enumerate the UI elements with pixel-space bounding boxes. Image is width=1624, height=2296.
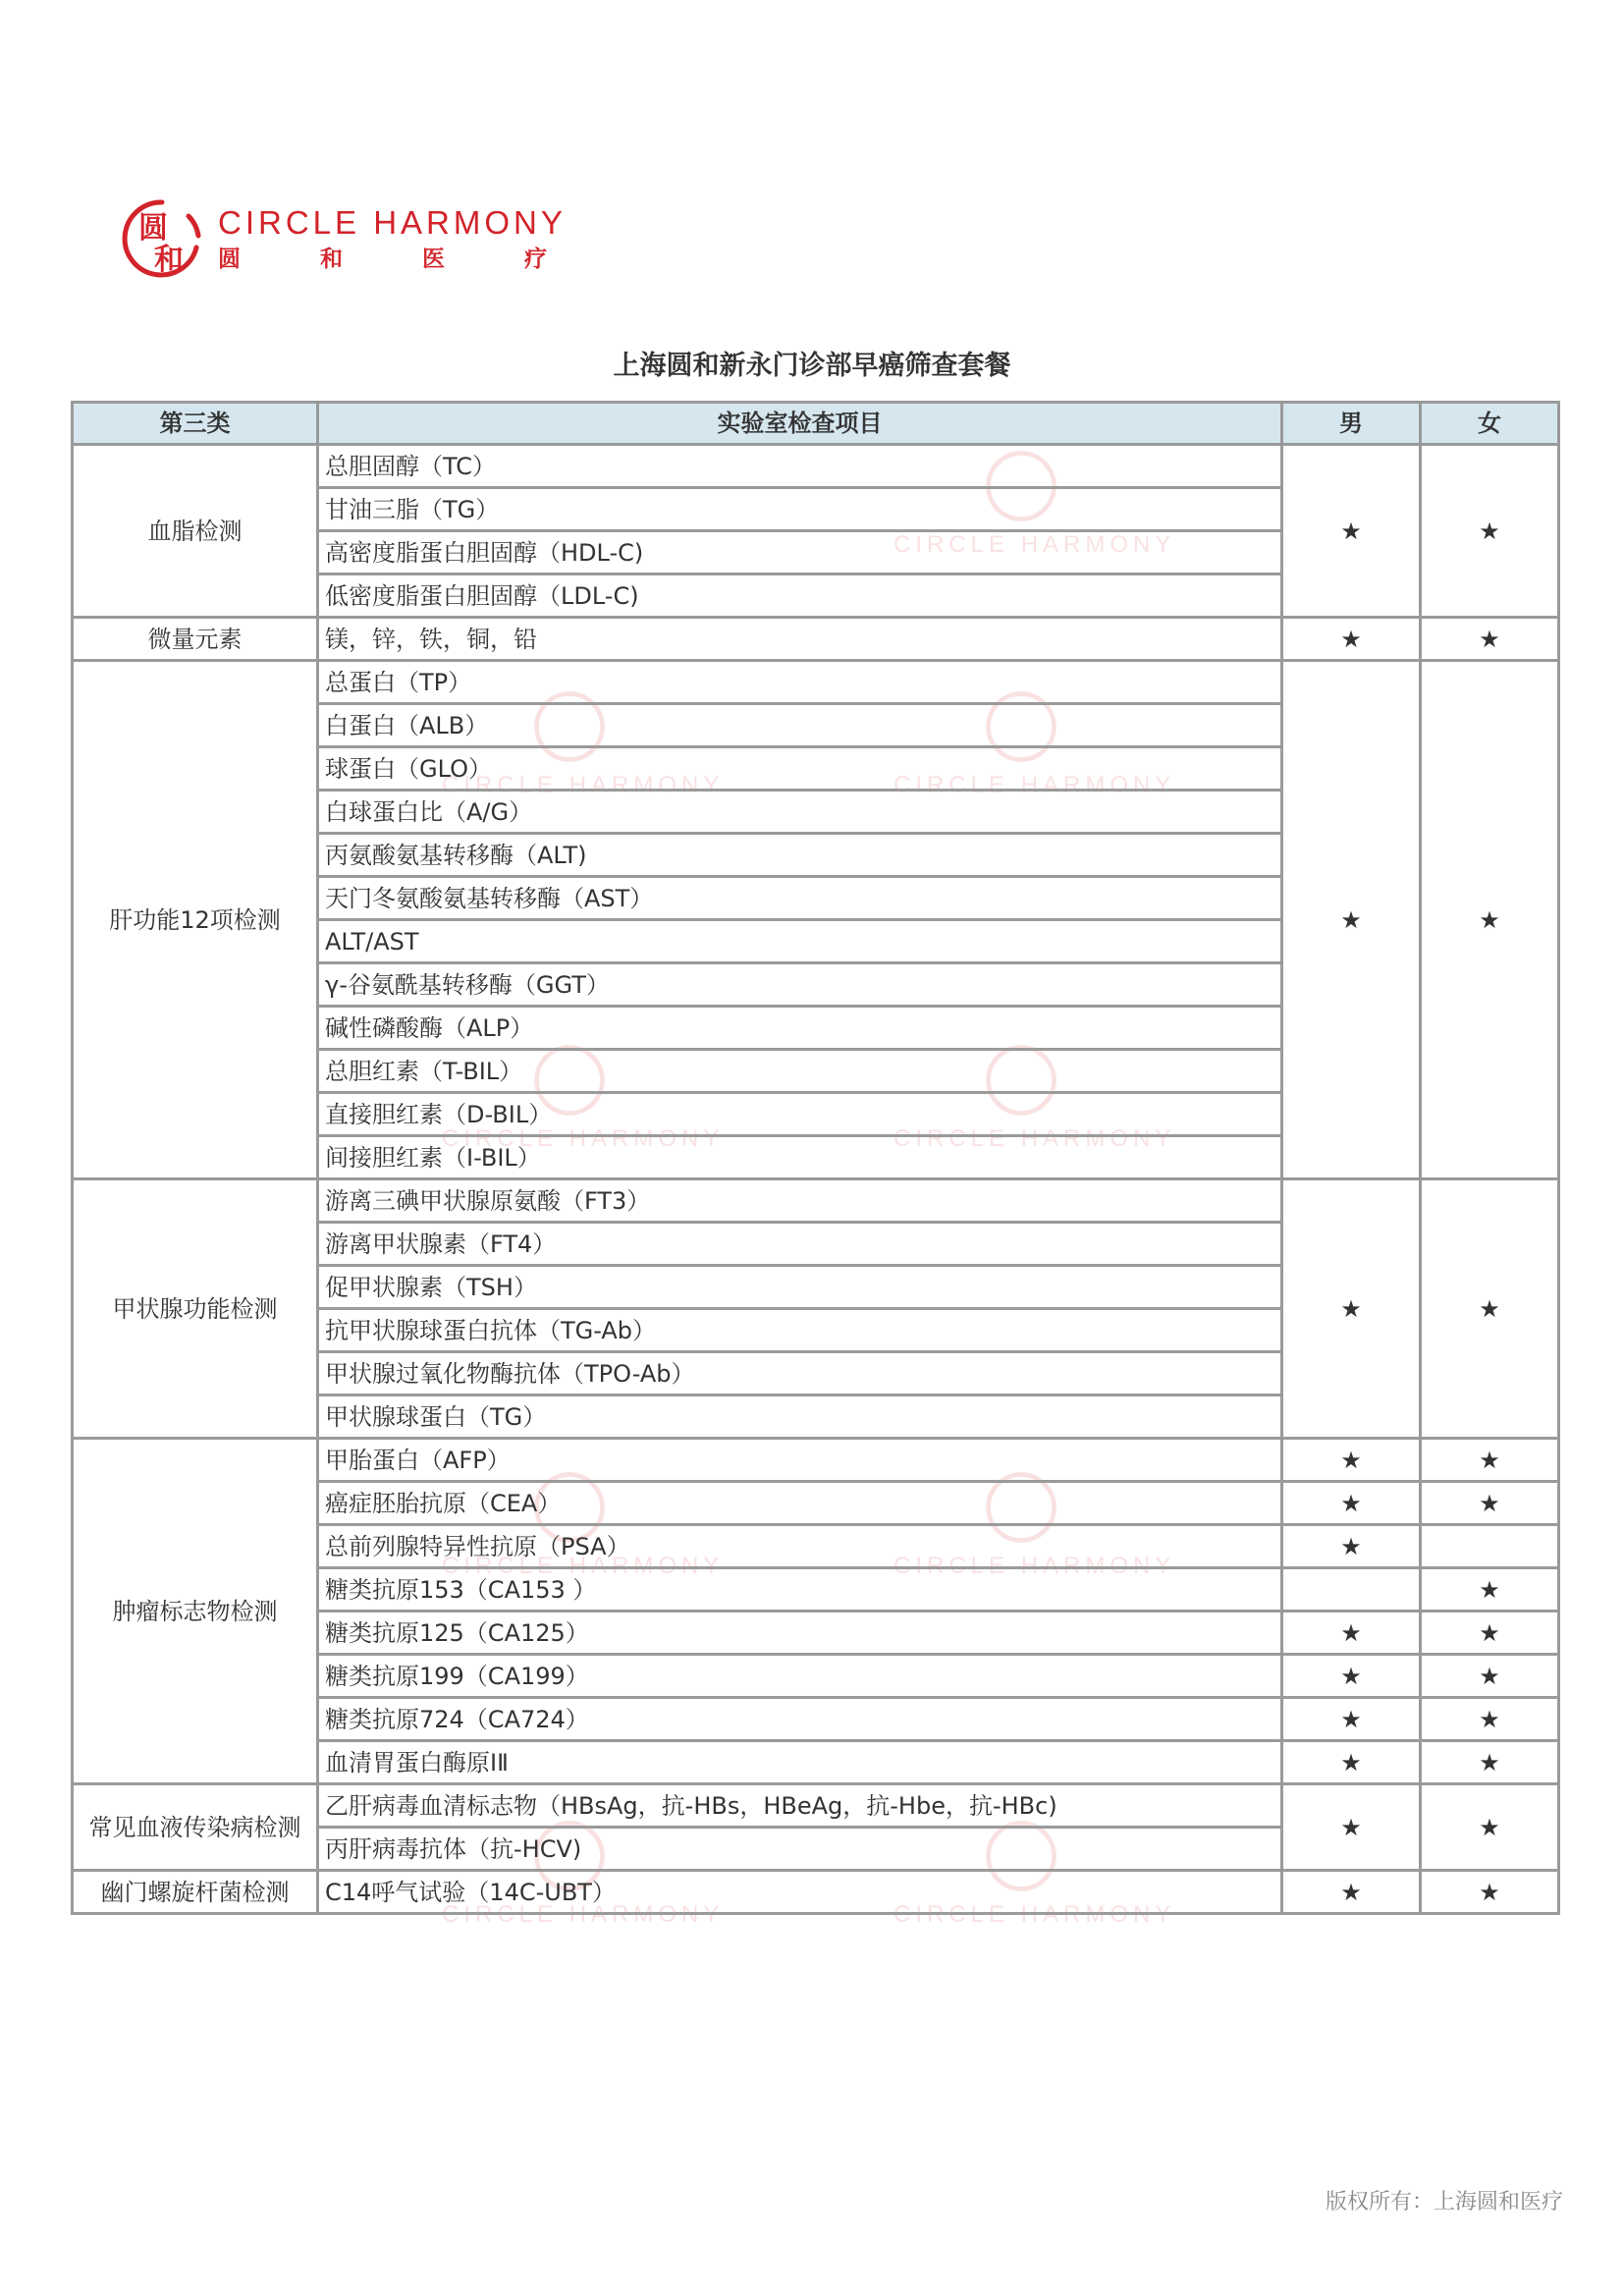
test-item-cell: 糖类抗原199（CA199）: [318, 1655, 1282, 1698]
male-mark-cell: ★: [1282, 1179, 1421, 1439]
test-item-cell: 甲胎蛋白（AFP）: [318, 1439, 1282, 1482]
watermark-logo: CIRCLE HARMONY: [893, 1817, 1149, 1929]
test-item-cell: ALT/AST: [318, 920, 1282, 963]
test-item-cell: 总前列腺特异性抗原（PSA）: [318, 1525, 1282, 1568]
test-item-cell: 碱性磷酸酶（ALP）: [318, 1007, 1282, 1050]
male-mark-cell: ★: [1282, 1871, 1421, 1914]
category-cell: 甲状腺功能检测: [73, 1179, 318, 1439]
watermark-logo: CIRCLE HARMONY: [893, 1468, 1149, 1580]
female-mark-cell: [1421, 1525, 1559, 1568]
copyright-notice: 版权所有：上海圆和医疗: [1325, 2190, 1563, 2214]
watermark-logo: CIRCLE HARMONY: [893, 447, 1149, 559]
female-mark-cell: ★: [1421, 445, 1559, 618]
test-item-cell: 直接胆红素（D-BIL）: [318, 1093, 1282, 1136]
female-mark-cell: ★: [1421, 1784, 1559, 1871]
screening-table: [71, 401, 1560, 1915]
category-cell: 微量元素: [73, 618, 318, 661]
category-cell: 幽门螺旋杆菌检测: [73, 1871, 318, 1914]
test-item-cell: 甲状腺球蛋白（TG）: [318, 1395, 1282, 1439]
test-item-cell: 丙氨酸氨基转移酶（ALT): [318, 834, 1282, 877]
male-mark-cell: ★: [1282, 618, 1421, 661]
test-item-cell: 间接胆红素（I-BIL）: [318, 1136, 1282, 1179]
header-item: 实验室检查项目: [318, 403, 1282, 445]
test-item-cell: 白球蛋白比（A/G）: [318, 791, 1282, 834]
category-cell: 肝功能12项检测: [73, 661, 318, 1179]
female-mark-cell: ★: [1421, 1655, 1559, 1698]
female-mark-cell: ★: [1421, 1612, 1559, 1655]
svg-text:圆: 圆: [138, 211, 168, 246]
female-mark-cell: ★: [1421, 1871, 1559, 1914]
watermark-logo: CIRCLE HARMONY: [442, 1041, 697, 1153]
test-item-cell: C14呼气试验（14C-UBT）: [318, 1871, 1282, 1914]
table-row: [73, 1784, 1559, 1828]
test-item-cell: 糖类抗原724（CA724）: [318, 1698, 1282, 1741]
table-row: [73, 1179, 1559, 1223]
test-item-cell: 低密度脂蛋白胆固醇（LDL-C): [318, 574, 1282, 618]
male-mark-cell: ★: [1282, 1698, 1421, 1741]
female-mark-cell: ★: [1421, 1741, 1559, 1784]
male-mark-cell: ★: [1282, 1439, 1421, 1482]
category-cell: 血脂检测: [73, 445, 318, 618]
test-item-cell: 游离三碘甲状腺原氨酸（FT3）: [318, 1179, 1282, 1223]
test-item-cell: 天门冬氨酸氨基转移酶（AST）: [318, 877, 1282, 920]
female-mark-cell: ★: [1421, 1568, 1559, 1612]
header-category: 第三类: [73, 403, 318, 445]
female-mark-cell: ★: [1421, 1179, 1559, 1439]
test-item-cell: 总胆固醇（TC）: [318, 445, 1282, 488]
test-item-cell: 丙肝病毒抗体（抗-HCV): [318, 1828, 1282, 1871]
test-item-cell: 球蛋白（GLO）: [318, 747, 1282, 791]
test-item-cell: 糖类抗原125（CA125）: [318, 1612, 1282, 1655]
male-mark-cell: ★: [1282, 661, 1421, 1179]
test-item-cell: 白蛋白（ALB）: [318, 704, 1282, 747]
test-item-cell: 抗甲状腺球蛋白抗体（TG-Ab）: [318, 1309, 1282, 1352]
brand-name-chinese: 圆 和 医 疗: [218, 246, 547, 272]
test-item-cell: 甘油三脂（TG）: [318, 488, 1282, 531]
table-row: [73, 618, 1559, 661]
watermark-logo: CIRCLE HARMONY: [442, 687, 697, 799]
brand-logo: [120, 196, 567, 281]
test-item-cell: 游离甲状腺素（FT4）: [318, 1223, 1282, 1266]
male-mark-cell: ★: [1282, 1482, 1421, 1525]
header-female: 女: [1421, 403, 1559, 445]
watermark-logo: CIRCLE HARMONY: [442, 1468, 697, 1580]
test-item-cell: 总蛋白（TP）: [318, 661, 1282, 704]
male-mark-cell: ★: [1282, 445, 1421, 618]
category-cell: 常见血液传染病检测: [73, 1784, 318, 1871]
female-mark-cell: ★: [1421, 618, 1559, 661]
male-mark-cell: ★: [1282, 1655, 1421, 1698]
table-header-row: [73, 403, 1559, 445]
circle-harmony-seal-icon: [120, 196, 204, 281]
test-item-cell: 血清胃蛋白酶原ⅠⅡ: [318, 1741, 1282, 1784]
test-item-cell: 镁，锌，铁，铜，铅: [318, 618, 1282, 661]
male-mark-cell: ★: [1282, 1525, 1421, 1568]
female-mark-cell: ★: [1421, 1439, 1559, 1482]
table-row: [73, 1439, 1559, 1482]
test-item-cell: 糖类抗原153（CA153 ）: [318, 1568, 1282, 1612]
svg-text:和: 和: [154, 243, 184, 277]
watermark-logo: CIRCLE HARMONY: [893, 687, 1149, 799]
test-item-cell: 高密度脂蛋白胆固醇（HDL-C): [318, 531, 1282, 574]
male-mark-cell: ★: [1282, 1784, 1421, 1871]
male-mark-cell: [1282, 1568, 1421, 1612]
female-mark-cell: ★: [1421, 1482, 1559, 1525]
watermark-logo: CIRCLE HARMONY: [893, 1041, 1149, 1153]
document-title: 上海圆和新永门诊部早癌筛查套餐: [613, 351, 1011, 381]
table-row: [73, 445, 1559, 488]
female-mark-cell: ★: [1421, 1698, 1559, 1741]
test-item-cell: γ-谷氨酰基转移酶（GGT）: [318, 963, 1282, 1007]
header-male: 男: [1282, 403, 1421, 445]
male-mark-cell: ★: [1282, 1741, 1421, 1784]
category-cell: 肿瘤标志物检测: [73, 1439, 318, 1784]
test-item-cell: 总胆红素（T-BIL）: [318, 1050, 1282, 1093]
test-item-cell: 乙肝病毒血清标志物（HBsAg，抗-HBs，HBeAg，抗-Hbe，抗-HBc): [318, 1784, 1282, 1828]
table-row: [73, 661, 1559, 704]
table-row: [73, 1871, 1559, 1914]
brand-name-english: CIRCLE HARMONY: [218, 204, 567, 241]
test-item-cell: 促甲状腺素（TSH）: [318, 1266, 1282, 1309]
test-item-cell: 癌症胚胎抗原（CEA）: [318, 1482, 1282, 1525]
watermark-logo: CIRCLE HARMONY: [442, 1817, 697, 1929]
test-item-cell: 甲状腺过氧化物酶抗体（TPO-Ab）: [318, 1352, 1282, 1395]
female-mark-cell: ★: [1421, 661, 1559, 1179]
male-mark-cell: ★: [1282, 1612, 1421, 1655]
